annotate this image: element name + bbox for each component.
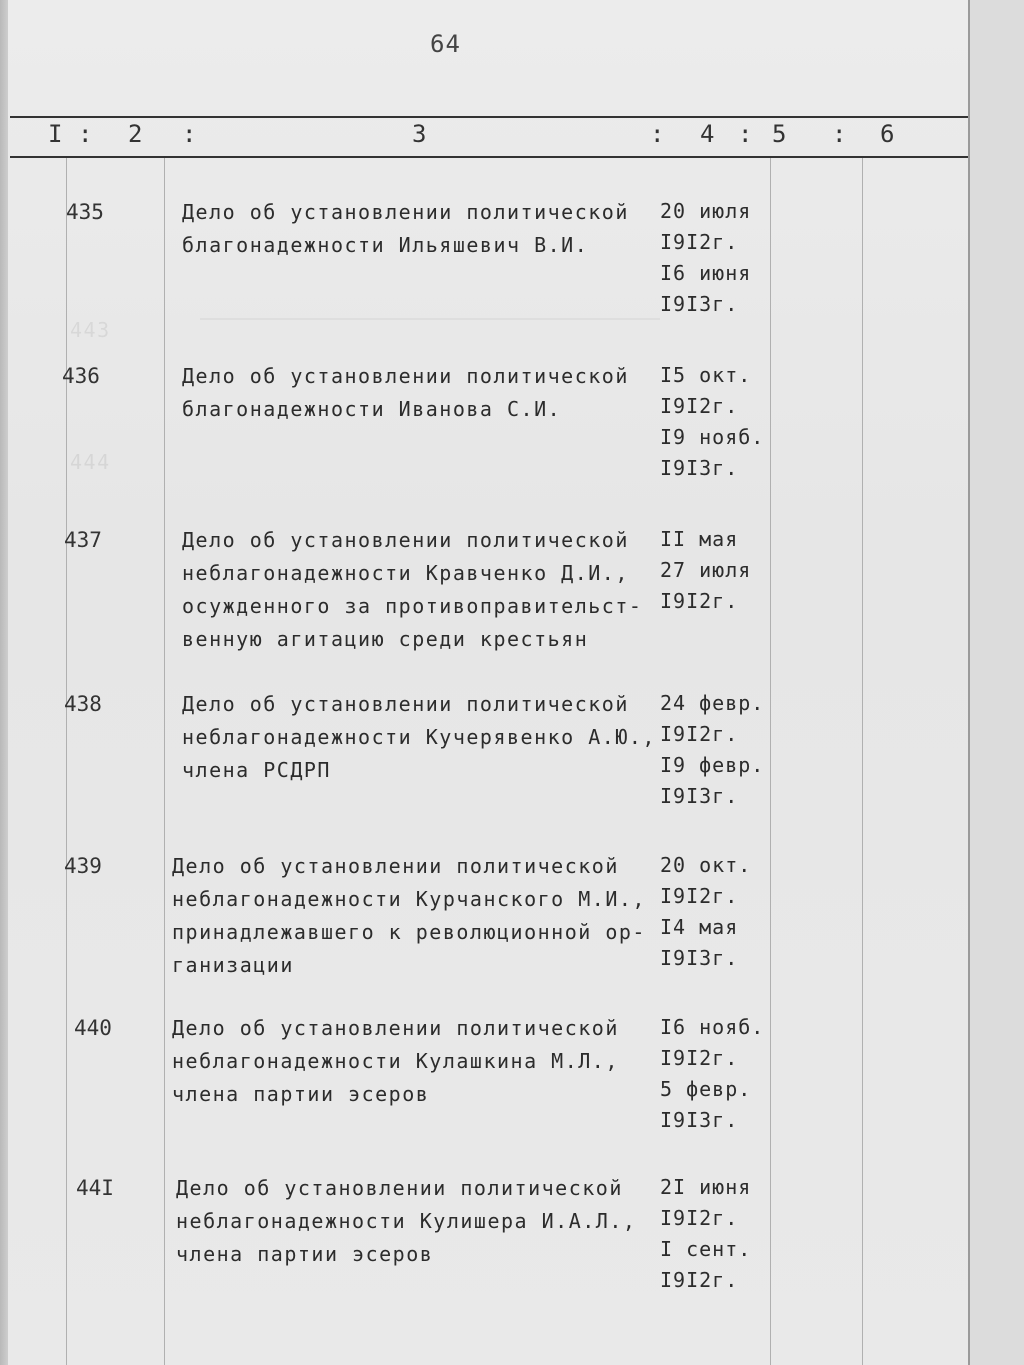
column-header-6: 6 — [880, 120, 895, 148]
entry-number: 439 — [64, 854, 102, 878]
column-header-1: I — [48, 120, 63, 148]
entry-date-line: I6 июня — [660, 261, 752, 285]
entry-date-line: I6 нояб. — [660, 1015, 765, 1039]
column-separator: : — [650, 120, 665, 148]
entry-dates — [660, 524, 770, 617]
column-header-row — [10, 118, 968, 158]
entry-title-line: неблагонадежности Кравченко Д.И., — [182, 561, 629, 585]
entry-title-line: Дело об установлении политической — [172, 1016, 619, 1040]
entry-date-line: I9I2г. — [660, 1206, 739, 1230]
entry-dates — [660, 196, 770, 320]
entry-date-line: 20 июля — [660, 199, 752, 223]
entry-title-line: Дело об установлении политической — [182, 200, 629, 224]
entry-title — [182, 360, 652, 426]
entry-title-line: Дело об установлении политической — [172, 854, 619, 878]
entry-title-line: благонадежности Ильяшевич В.И. — [182, 233, 589, 257]
entry-number: 435 — [66, 200, 104, 224]
entry-date-line: I9I3г. — [660, 292, 739, 316]
entry-date-line: I5 окт. — [660, 363, 752, 387]
column-separator: : — [78, 120, 93, 148]
entry-title-line: неблагонадежности Кулашкина М.Л., — [172, 1049, 619, 1073]
entry-date-line: I9I3г. — [660, 1108, 739, 1132]
entry-title — [172, 1012, 642, 1111]
entry-title-line: Дело об установлении политической — [182, 364, 629, 388]
entry-title-line: неблагонадежности Кучерявенко А.Ю., — [182, 725, 656, 749]
entry-title-line: члена партии эсеров — [172, 1082, 430, 1106]
entry-title — [172, 850, 646, 982]
entry-date-line: I9 нояб. — [660, 425, 765, 449]
column-separator: : — [182, 120, 197, 148]
entry-number: 436 — [62, 364, 100, 388]
entry-title — [182, 524, 652, 656]
column-divider — [164, 158, 165, 1365]
entry-date-line: I4 мая — [660, 915, 739, 939]
column-separator: : — [832, 120, 847, 148]
entry-date-line: 27 июля — [660, 558, 752, 582]
entry-date-line: I9I2г. — [660, 884, 739, 908]
entry-date-line: I9I2г. — [660, 589, 739, 613]
next-page-edge — [968, 0, 1024, 1365]
entry-title-line: Дело об установлении политической — [182, 528, 629, 552]
entry-date-line: I9I3г. — [660, 784, 739, 808]
entry-title-line: Дело об установлении политической — [176, 1176, 623, 1200]
entry-title-line: члена партии эсеров — [176, 1242, 434, 1266]
entry-title-line: ганизации — [172, 953, 294, 977]
entry-dates — [660, 1012, 770, 1136]
entry-date-line: I9 февр. — [660, 753, 765, 777]
entry-date-line: I9I3г. — [660, 456, 739, 480]
column-header-5: 5 — [772, 120, 787, 148]
column-separator: : — [738, 120, 753, 148]
column-header-2: 2 — [128, 120, 143, 148]
entry-date-line: I9I3г. — [660, 946, 739, 970]
entry-date-line: 5 февр. — [660, 1077, 752, 1101]
entry-number: 44I — [76, 1176, 114, 1200]
column-divider — [66, 158, 67, 1365]
column-header-3: 3 — [412, 120, 427, 148]
entry-date-line: I9I2г. — [660, 230, 739, 254]
column-header-4: 4 — [700, 120, 715, 148]
entry-title-line: Дело об установлении политической — [182, 692, 629, 716]
bleed-through-text: 443 — [70, 318, 111, 342]
entry-title — [182, 688, 656, 787]
entry-dates — [660, 688, 770, 812]
entry-date-line: 24 февр. — [660, 691, 765, 715]
entry-date-line: I9I2г. — [660, 1046, 739, 1070]
entry-number: 437 — [64, 528, 102, 552]
entry-number: 440 — [74, 1016, 112, 1040]
entry-title — [176, 1172, 646, 1271]
entry-dates — [660, 360, 770, 484]
column-divider — [770, 158, 771, 1365]
entry-date-line: I9I2г. — [660, 722, 739, 746]
entry-title-line: венную агитацию среди крестьян — [182, 627, 589, 651]
entry-dates — [660, 850, 770, 974]
entry-dates — [660, 1172, 770, 1296]
entry-title — [182, 196, 652, 262]
entry-date-line: II мая — [660, 527, 739, 551]
entry-title-line: неблагонадежности Кулишера И.А.Л., — [176, 1209, 637, 1233]
entry-title-line: неблагонадежности Курчанского М.И., — [172, 887, 646, 911]
bleed-through-text: 444 — [70, 450, 111, 474]
entry-date-line: 2I июня — [660, 1175, 752, 1199]
entry-date-line: I сент. — [660, 1237, 752, 1261]
entry-title-line: осужденного за противоправительст- — [182, 594, 643, 618]
page-number: 64 — [430, 30, 461, 58]
entry-date-line: 20 окт. — [660, 853, 752, 877]
entry-title-line: члена РСДРП — [182, 758, 331, 782]
entry-date-line: I9I2г. — [660, 1268, 739, 1292]
column-divider — [862, 158, 863, 1365]
entry-number: 438 — [64, 692, 102, 716]
entry-date-line: I9I2г. — [660, 394, 739, 418]
entry-title-line: благонадежности Иванова С.И. — [182, 397, 562, 421]
entry-title-line: принадлежавшего к революционной ор- — [172, 920, 646, 944]
